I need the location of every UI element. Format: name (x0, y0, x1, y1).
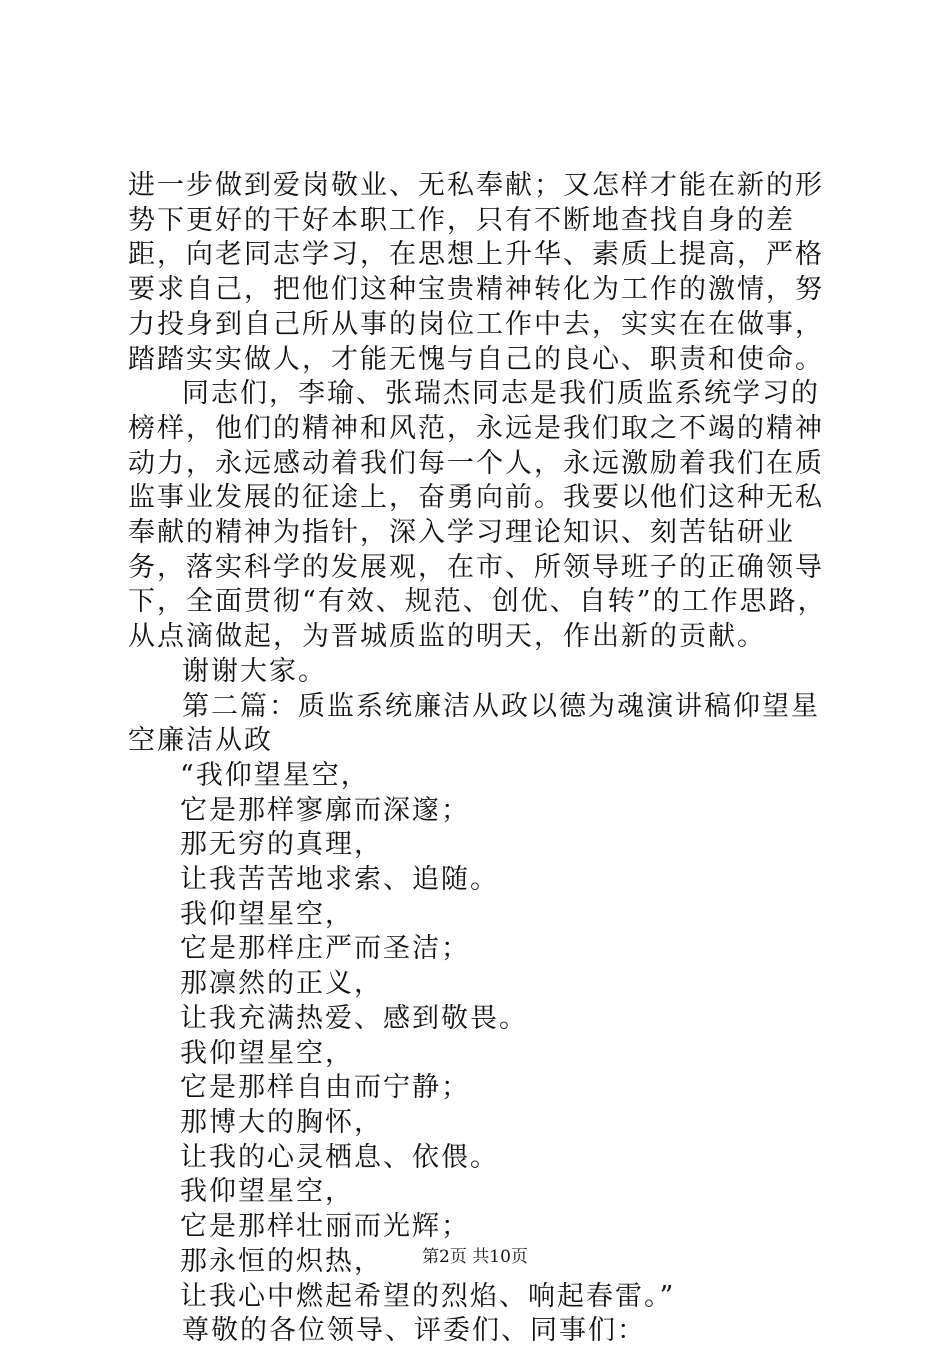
poem-line: 它是那样寥廓而深邃； (180, 794, 470, 826)
poem (128, 759, 838, 1314)
document-body (128, 169, 838, 1349)
page-number-footer: 第2页 共10页 (422, 1247, 528, 1267)
poem-line: 它是那样壮丽而光辉； (180, 1211, 470, 1243)
poem-line: 让我充满热爱、感到敬畏。 (180, 1002, 528, 1034)
poem-line: 让我心中燃起希望的烈焰、响起春雷。” (180, 1280, 676, 1312)
poem-line: 那博大的胸怀， (180, 1106, 383, 1138)
section-heading: 第二篇：质监系统廉洁从政以德为魂演讲稿仰望星空廉洁从政 (128, 690, 820, 757)
poem-line: 我仰望星空， (180, 1176, 354, 1208)
poem-line: 让我的心灵栖息、依偎。 (180, 1141, 499, 1173)
poem-line: “我仰望星空， (180, 759, 370, 791)
poem-line: 我仰望星空， (180, 1037, 354, 1069)
poem-line: 它是那样庄严而圣洁； (180, 933, 470, 965)
paragraph-3: 谢谢大家。 (182, 655, 327, 687)
poem-line: 那凛然的正义， (180, 968, 383, 1000)
poem-line: 它是那样自由而宁静； (180, 1072, 470, 1104)
poem-line: 那无穷的真理， (180, 829, 383, 861)
paragraph-2: 同志们，李瑜、张瑞杰同志是我们质监系统学习的榜样，他们的精神和风范，永远是我们取之不竭的精神动力，永远感动着我们每一个人，永远激励着我们在质监事业发展的征途上，奋勇向前。我要以他们这种无私奉献的精神为指针，深入学习理论知识、刻苦钻研业务，落实科学的发展观，在市、所领导班子的正确领导下，全面贯彻“有效、规范、创优、自转”的工作思路，从点滴做起，为晋城质监的明天，作出新的贡献。 (128, 378, 827, 653)
salutation: 尊敬的各位领导、评委们、同事们： (182, 1315, 646, 1347)
poem-line: 那永恒的炽热， (180, 1245, 383, 1277)
paragraph-1: 进一步做到爱岗敬业、无私奉献；又怎样才能在新的形势下更好的干好本职工作，只有不断地查找自身的差距，向老同志学习，在思想上升华、素质上提高，严格要求自己，把他们这种宝贵精神转化为工作的激情，努力投身到自己所从事的岗位工作中去，实实在在做事，踏踏实实做人，才能无愧与自己的良心、职责和使命。 (128, 170, 824, 375)
poem-line: 我仰望星空， (180, 898, 354, 930)
poem-line: 让我苦苦地求索、追随。 (180, 864, 499, 896)
